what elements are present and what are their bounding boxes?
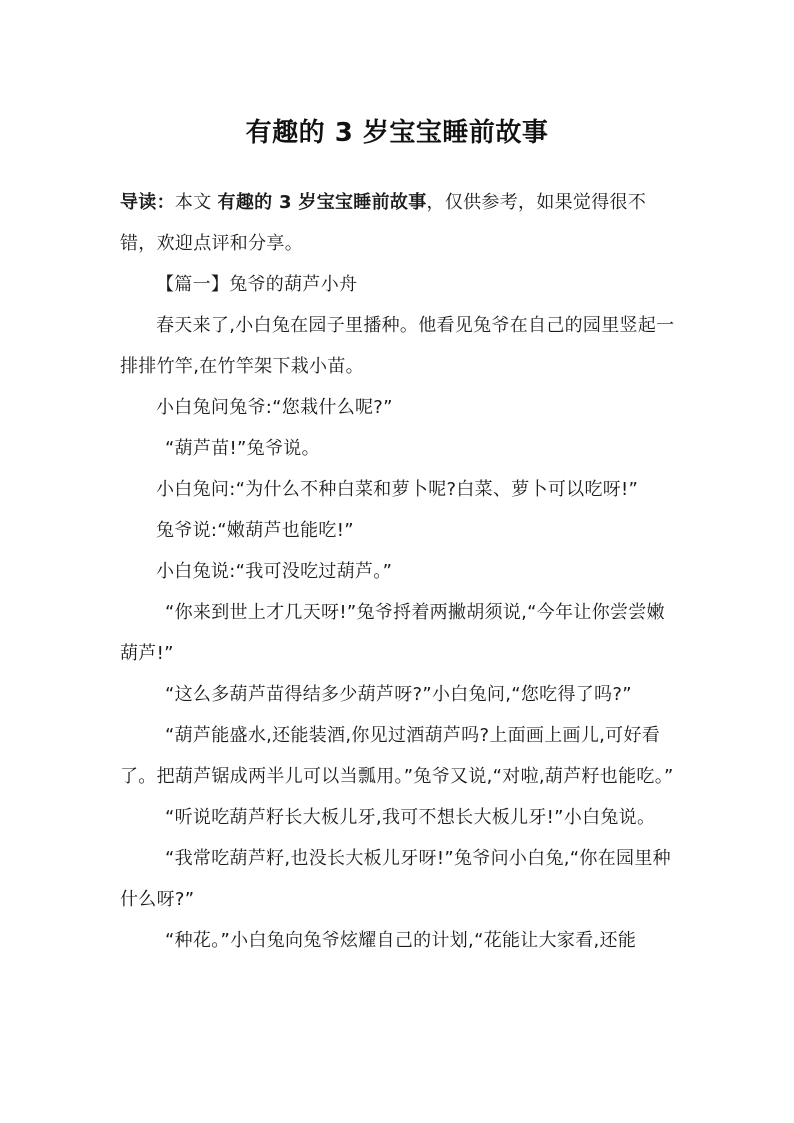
story-paragraph: 小白兔说:“我可没吃过葫芦。” <box>156 561 393 582</box>
story-paragraph: “葫芦能盛水,还能装酒,你见过酒葫芦吗?上面画上画儿,可好看了。把葫芦锯成两半儿可以当瓢用。”兔爷又说,“对啦,葫芦籽也能吃。” <box>120 725 674 787</box>
story-paragraph: “种花。”小白兔向兔爷炫耀自己的计划,“花能让大家看,还能 <box>165 930 637 951</box>
intro-prefix: 本文 <box>174 192 212 213</box>
intro-paragraph <box>120 182 680 264</box>
intro-highlight: 有趣的 3 岁宝宝睡前故事 <box>217 192 427 213</box>
story-paragraph: 小白兔问兔爷:“您栽什么呢?” <box>156 397 393 418</box>
intro-suffix: ，仅供参考，如果觉得很不错，欢迎点评和分享。 <box>120 192 647 254</box>
section-heading: 【篇一】兔爷的葫芦小舟 <box>156 274 358 295</box>
story-paragraph: “葫芦苗!”兔爷说。 <box>165 438 320 459</box>
story-paragraph: 兔爷说:“嫩葫芦也能吃!” <box>156 520 354 541</box>
document-title: 有趣的 3 岁宝宝睡前故事 <box>245 118 549 148</box>
story-paragraph: “你来到世上才几天呀!”兔爷捋着两撇胡须说,“今年让你尝尝嫩葫芦!” <box>120 602 665 664</box>
story-paragraph: “这么多葫芦苗得结多少葫芦呀?”小白兔问,“您吃得了吗?” <box>165 684 632 705</box>
story-paragraph: “听说吃葫芦籽长大板儿牙,我可不想长大板儿牙!”小白兔说。 <box>165 807 656 828</box>
intro-label: 导读： <box>120 192 175 213</box>
story-paragraph: 春天来了,小白兔在园子里播种。他看见兔爷在自己的园里竖起一排排竹竿,在竹竿架下栽小苗。 <box>120 315 675 377</box>
document-body <box>120 182 680 961</box>
story-paragraph: 小白兔问:“为什么不种白菜和萝卜呢?白菜、萝卜可以吃呀!” <box>156 479 639 500</box>
story-paragraph: “我常吃葫芦籽,也没长大板儿牙呀!”兔爷问小白兔,“你在园里种什么呀?” <box>120 848 671 910</box>
